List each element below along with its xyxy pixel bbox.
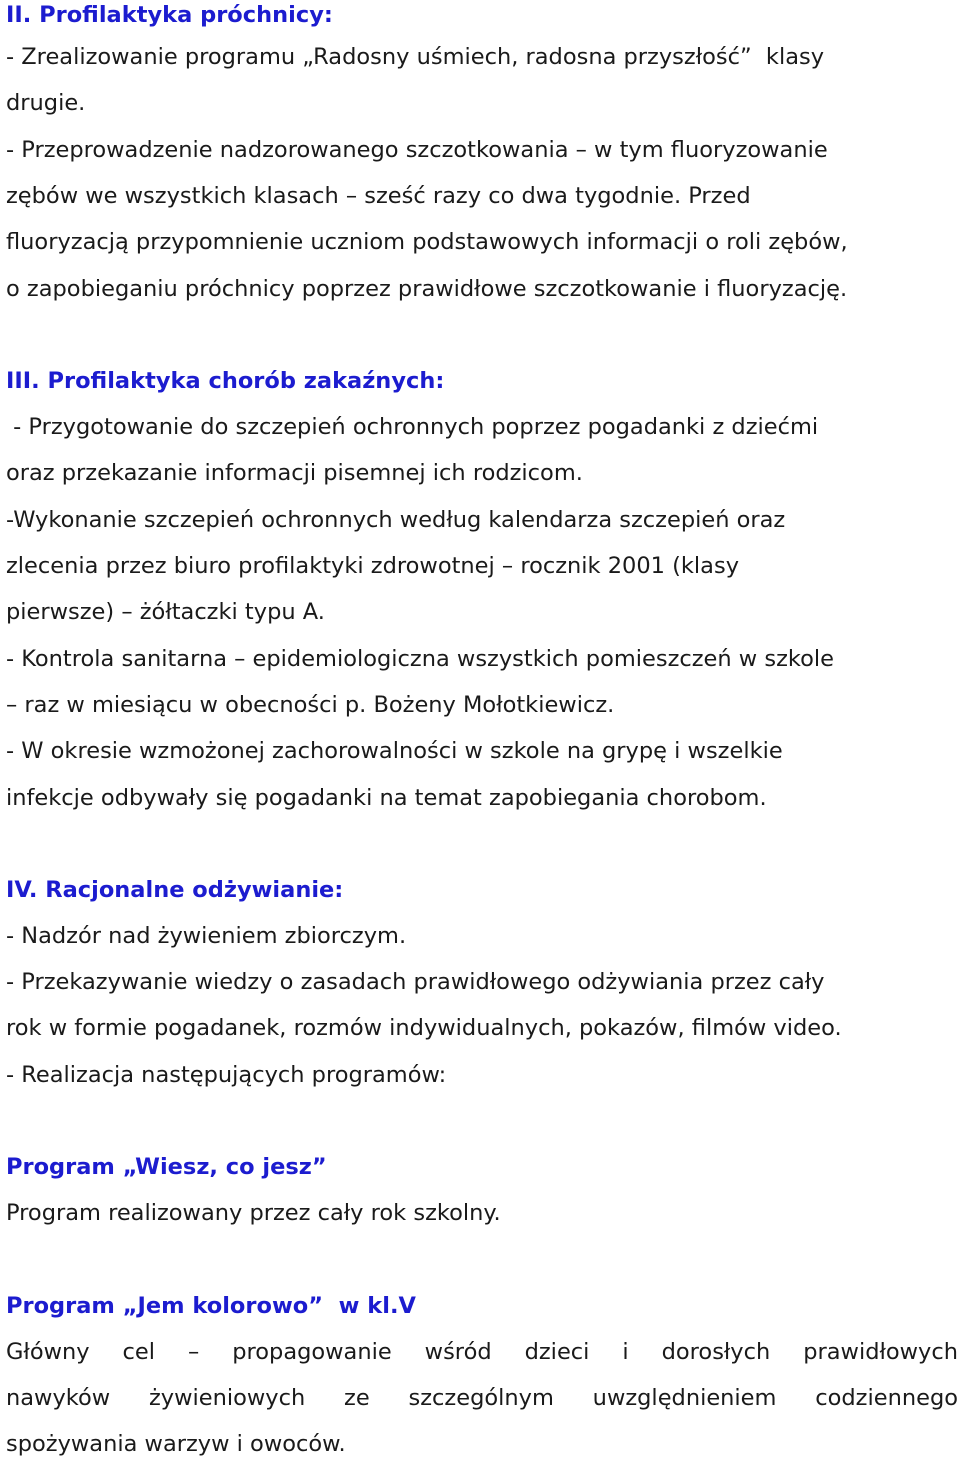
text-line: nawyków żywieniowych ze szczególnym uwzględnieniem codziennego: [6, 1385, 958, 1411]
text-line: pierwsze) – żółtaczki typu A.: [6, 599, 325, 625]
text-line: zlecenia przez biuro profilaktyki zdrowotnej – rocznik 2001 (klasy: [6, 553, 740, 579]
text-line: - Przeprowadzenie nadzorowanego szczotkowania – w tym fluoryzowanie: [6, 137, 828, 163]
text-line: - Nadzór nad żywieniem zbiorczym.: [6, 923, 407, 949]
text-line: fluoryzacją przypomnienie uczniom podstawowych informacji o roli zębów,: [6, 229, 848, 255]
text-line: - W okresie wzmożonej zachorowalności w szkole na grypę i wszelkie: [6, 738, 783, 764]
text-line: oraz przekazanie informacji pisemnej ich rodzicom.: [6, 460, 583, 486]
section-heading-choroby-zakazne: III. Profilaktyka chorób zakaźnych:: [6, 368, 445, 394]
text-line: o zapobieganiu próchnicy poprzez prawidłowe szczotkowanie i fluoryzację.: [6, 276, 848, 302]
text-line: spożywania warzyw i owoców.: [6, 1431, 346, 1457]
section-heading-racjonalne-odzywianie: IV. Racjonalne odżywianie:: [6, 877, 344, 903]
text-line: Główny cel – propagowanie wśród dzieci i dorosłych prawidłowych: [6, 1339, 958, 1365]
program-heading-wiesz-co-jesz: Program „Wiesz, co jesz”: [6, 1154, 327, 1180]
text-line: - Przekazywanie wiedzy o zasadach prawidłowego odżywiania przez cały: [6, 969, 825, 995]
text-line: - Zrealizowanie programu „Radosny uśmiech, radosna przyszłość” klasy: [6, 44, 825, 70]
text-line: - Realizacja następujących programów:: [6, 1062, 447, 1088]
program-heading-jem-kolorowo: Program „Jem kolorowo” w kl.V: [6, 1293, 416, 1319]
text-line: drugie.: [6, 90, 86, 116]
text-line: -Wykonanie szczepień ochronnych według kalendarza szczepień oraz: [6, 507, 786, 533]
text-line: rok w formie pogadanek, rozmów indywidualnych, pokazów, filmów video.: [6, 1015, 842, 1041]
text-line: Program realizowany przez cały rok szkolny.: [6, 1200, 501, 1226]
text-line: - Kontrola sanitarna – epidemiologiczna wszystkich pomieszczeń w szkole: [6, 646, 834, 672]
text-line: - Przygotowanie do szczepień ochronnych poprzez pogadanki z dziećmi: [6, 414, 819, 440]
text-line: zębów we wszystkich klasach – sześć razy co dwa tygodnie. Przed: [6, 183, 751, 209]
section-heading-prochnica: II. Profilaktyka próchnicy:: [6, 2, 333, 28]
text-line: – raz w miesiącu w obecności p. Bożeny Mołotkiewicz.: [6, 692, 615, 718]
text-line: infekcje odbywały się pogadanki na temat zapobiegania chorobom.: [6, 785, 767, 811]
